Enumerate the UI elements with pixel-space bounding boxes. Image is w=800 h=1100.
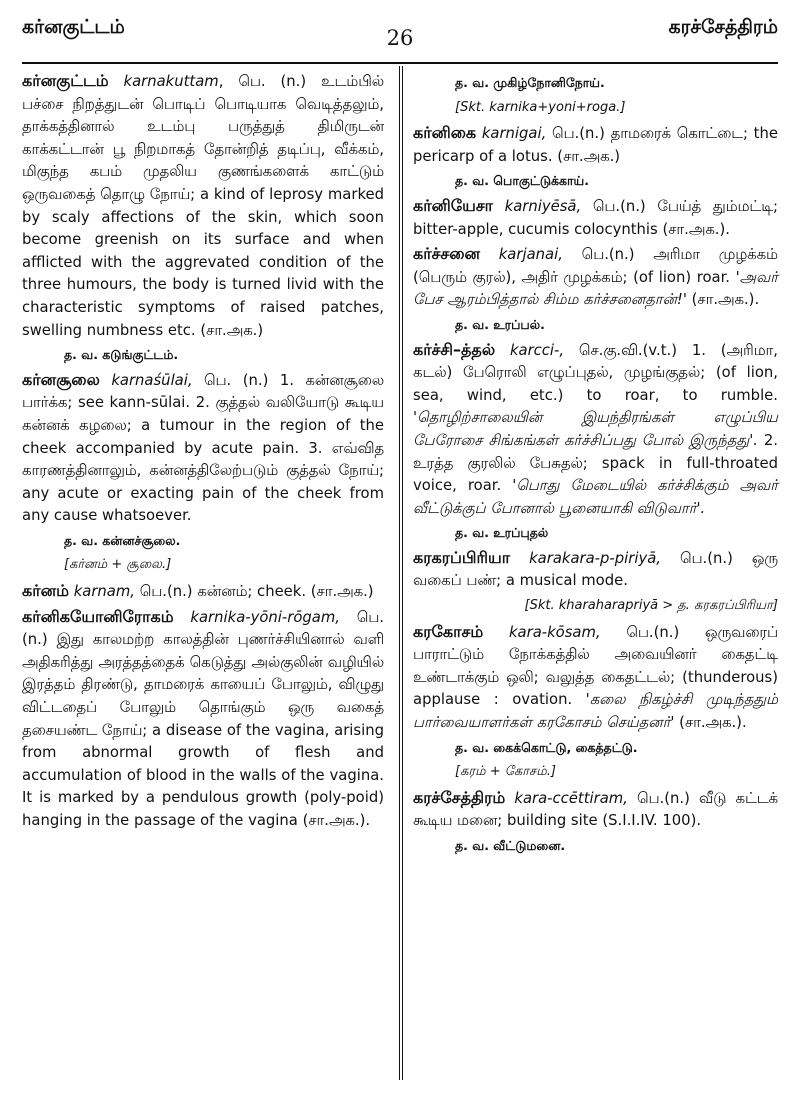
- entry-karnam: [22, 580, 384, 604]
- entry-karnasulai: [22, 369, 384, 528]
- definition: தாமரைக் கொட்டை; the pericarp of a lotus.: [413, 125, 778, 165]
- header-rule: [22, 62, 778, 64]
- derivation-note: [Skt. karnika+yoni+roga.]: [455, 99, 626, 115]
- derivation-note: [கரம் + கோசம்.]: [455, 764, 556, 780]
- usage-example: 'தொழிற்சாலையின் இயந்திரங்கள் எழுப்பிய பேரோசை சிங்கங்கள் கர்ச்சிப்பது போல் இருந்தது'.: [413, 409, 778, 449]
- part-of-speech: பெ.(n.): [552, 125, 605, 143]
- left-column: [22, 70, 384, 835]
- part-of-speech: பெ. (n.): [238, 73, 307, 90]
- entry-karniyesa: [413, 195, 778, 241]
- headword: கர்ச்சி–த்தல்: [413, 339, 496, 359]
- header-left-guideword: கர்னகுட்டம்: [22, 16, 125, 38]
- header-right-guideword: கரச்சேத்திரம்: [668, 16, 778, 38]
- source: (சா.அக.).: [662, 220, 730, 238]
- headword: கர்னகுட்டம்: [22, 71, 109, 90]
- headword: கர்னம்: [22, 581, 69, 601]
- part-of-speech: செ.கு.வி.(v.t.): [578, 341, 678, 359]
- definition: அரிமா முழக்கம் (பெரும் குரல்), அதிர் முழக்கம்; (of lion) roar.: [413, 246, 778, 286]
- headword: கர்னசூலை: [22, 369, 100, 389]
- etymology: த. வ. உரப்பல்.: [455, 316, 545, 332]
- part-of-speech: பெ.(n.): [581, 246, 635, 264]
- part-of-speech: பெ.(n.): [22, 608, 384, 649]
- transliteration: karniyēsā,: [504, 197, 582, 215]
- definition: இது காலமற்ற காலத்தின் புணர்ச்சியினால் வளி அதிகரித்து அரத்தத்தைக் கெடுத்து அல்குலின் வழியில் இரத்தம் திரண்டு, தாமரைக் காயைப் போலும், விழுது விட்டதைப் போலும் தொங்கும் ஒரு வகைத் தசையண்ட நோய்; a disease of the vagina, arising from abnormal growth of flesh and accumulation of blood in the walls of the vagina. It is marked by a pendulous growth (poly-poid) hanging in the passage of the vagina: [22, 631, 384, 829]
- part-of-speech: பெ.(n.): [680, 549, 733, 567]
- transliteration: karnakuttam: [123, 73, 219, 90]
- right-column: [413, 70, 778, 860]
- etymology: த. வ. பொகுட்டுக்காய்.: [455, 173, 589, 189]
- transliteration: kara-kōsam,: [508, 623, 601, 641]
- derivation-note: [Skt. kharaharapriyā > த. கரகரப்பிரியா]: [524, 598, 778, 614]
- headword: கரகரப்பிரியா: [413, 547, 511, 567]
- definition: 1. கன்னசூலை பார்க்க; see kann-sūlai. 2. குத்தல் வலியோடு கூடிய கன்னக் கழலை; a tumour in the region of the cheek accompanied by acute pain. 3. எவ்வித காரணத்தினாலும், கன்னத்திலேற்படும் குத்தல் நோய்; any acute or exacting pain of the cheek from any cause whatsoever.: [22, 371, 384, 525]
- definition: ஒரு வகைப் பண்; a musical mode.: [413, 549, 778, 590]
- source: (சா.அக.).: [679, 714, 747, 732]
- part-of-speech: பெ. (n.): [204, 371, 269, 389]
- transliteration: kara-ccēttiram,: [514, 789, 628, 807]
- part-of-speech: பெ.(n.): [637, 789, 690, 807]
- page-number: 26: [386, 26, 414, 50]
- definition: பேய்த் தும்மட்டி; bitter-apple, cucumis colocynthis: [413, 197, 778, 238]
- headword: கரச்சேத்திரம்: [413, 787, 506, 807]
- etymology: த. வ. கன்னச்சூலை.: [64, 532, 181, 548]
- etymology: த. வ. கடுங்குட்டம்.: [64, 347, 179, 363]
- headword: கர்னிகயோனிரோகம்: [22, 606, 174, 626]
- page-header: [22, 10, 778, 60]
- definition: வீடு கட்டக் கூடிய மனை; building site (S.I.I.IV. 100).: [413, 789, 778, 830]
- definition: 2. உரத்த குரலில் பேசுதல்; spack in full-throated voice, roar.: [413, 431, 778, 495]
- part-of-speech: பெ.(n.): [626, 623, 680, 641]
- etymology: த. வ. கைக்கொட்டு, கைத்தட்டு.: [455, 739, 638, 755]
- usage-example: 'அவர் பேச ஆரம்பித்தால் சிம்ம கர்ச்சனைதான்!': [413, 268, 778, 309]
- source: (சா.அக.).: [691, 291, 760, 309]
- transliteration: karnigai,: [481, 125, 547, 143]
- transliteration: karjanai,: [498, 246, 563, 264]
- etymology: த. வ. வீட்டுமனை.: [455, 838, 566, 853]
- source: (சா.அக.): [310, 583, 374, 601]
- source: (சா.அக.): [557, 147, 621, 165]
- entry-karnika-yoni-rogam: [22, 606, 384, 833]
- transliteration: karnika-yōni-rōgam,: [190, 608, 340, 626]
- definition: ஒருவரைப் பாராட்டும் நோக்கத்தில் அவையினர் கைதட்டி உண்டாக்கும் ஒலி; வலுத்த கைதட்டல்; (thunderous) applause : ovation.: [413, 623, 778, 709]
- usage-example: 'பொது மேடையில் கர்ச்சிக்கும் அவர் வீட்டுக்குப் போனால் பூனையாகி விடுவார்'.: [413, 477, 778, 517]
- derivation-note: [கர்னம் + சூலை.]: [64, 557, 172, 573]
- transliteration: karnaśūlai,: [111, 371, 193, 389]
- definition: 1. (அரிமா, கடல்) பேரொலி எழுப்புதல், முழங்குதல்; (of lion, sea, wind, etc.) to roar, to rumble.: [413, 341, 778, 404]
- entry-karcci: [413, 339, 778, 521]
- transliteration: karcci-,: [509, 341, 565, 359]
- headword: கரகோசம்: [413, 621, 484, 641]
- headword: கர்ச்சனை: [413, 244, 480, 264]
- headword: கர்னியேசா: [413, 195, 494, 215]
- entry-karnigai: [413, 122, 778, 168]
- definition: உடம்பில் பச்சை நிறத்துடன் பொடிப் பொடியாக வெடித்தலும், தாக்கத்தினால் உடம்பு பருத்துத் திமிருடன் காக்கட்டான் பூ நிறமாகத் தோன்றித் தடிப்பு, வீக்கம், மிகுந்த கபம் முதலிய குணங்களைக் காட்டும் ஒருவகைத் தொழு நோய்; a kind of leprosy marked by scaly affections of the skin, which soon become greenish on its surface and when afflicted with the aggrevated condition of the three humours, the body is turned livid with the characteristic symptoms of raised patches, swelling numbness etc.: [22, 73, 384, 339]
- part-of-speech: பெ.(n.): [592, 197, 646, 215]
- source: (சா.அக.).: [302, 812, 371, 829]
- transliteration: karakara-p-piriyā,: [529, 549, 661, 567]
- entry-karakarappiriya: [413, 547, 778, 593]
- usage-example: 'கலை நிகழ்ச்சி முடிந்ததும் பார்வையாளர்கள் கரகோசம் செய்தனர்': [413, 691, 778, 732]
- column-divider: [399, 66, 403, 1080]
- source: (சா.அக.): [200, 321, 264, 339]
- etymology: த. வ. உரப்புதல்: [455, 525, 549, 541]
- transliteration: karnam,: [73, 583, 135, 601]
- entry-karnakuttam: கர்னகுட்டம் karnakuttam, பெ. (n.) உடம்பில் பச்சை நிறத்துடன் பொடிப் பொடியாக வெடித்தலும், தாக்கத்தினால் உடம்பு பருத்துத் திமிருடன் காக்கட்டான் பூ நிறமாகத் தோன்றித் தடிப்பு, வீக்கம், மிகுந்த கபம் முதலிய குணங்களைக் காட்டும் ஒருவகைத் தொழு நோய்; a kind of leprosy marked by scaly affections of the skin, which soon become greenish on its surface and when afflicted with the aggrevated condition of the three humours, the body is turned livid with the characteristic symptoms of raised patches, swelling numbness etc. (சா.அக.): [22, 71, 384, 339]
- entry-karjanai: [413, 243, 778, 312]
- entry-karakosam: [413, 621, 778, 735]
- definition: கன்னம்; cheek.: [197, 583, 307, 601]
- entry-karaccettiram: [413, 787, 778, 833]
- headword: கர்னிகை: [413, 123, 477, 143]
- etymology: த. வ. முகிழ்நோனிநோய்.: [455, 75, 605, 90]
- part-of-speech: பெ.(n.): [139, 583, 193, 601]
